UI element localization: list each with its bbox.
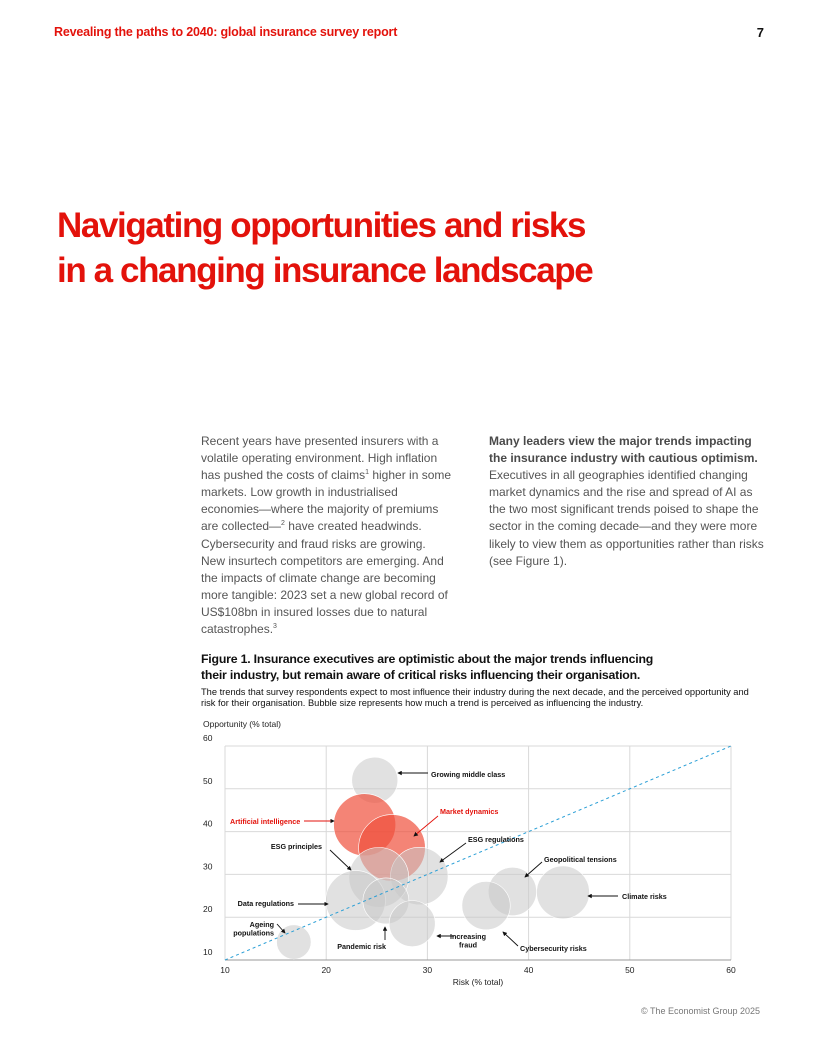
- data-label-cybersecurity-risks: Cybersecurity risks: [520, 944, 587, 953]
- y-tick-label: 50: [203, 775, 213, 786]
- x-tick-label: 20: [321, 965, 331, 975]
- report-title: Revealing the paths to 2040: global insurance survey report: [54, 25, 398, 39]
- copyright-footer: © The Economist Group 2025: [640, 1006, 760, 1016]
- data-label-climate-risks: Climate risks: [622, 892, 667, 901]
- y-tick-label: 10: [203, 947, 213, 957]
- bubble-climate-risks: [537, 866, 590, 919]
- left-paragraph-part-1: Recent years have presented insurers with a volatile operating environment. High inflation has pushed the costs of claims: [201, 434, 439, 483]
- data-label-artificial-intelligence: Artificial intelligence: [230, 817, 301, 826]
- footnote-ref-2: 2: [281, 520, 285, 528]
- data-label-esg-principles: ESG principles: [270, 842, 322, 851]
- figure-title: Figure 1. Insurance executives are optimistic about the major trends influencing their industry, but remain aware of critical risks influencing their organisation.: [201, 652, 654, 682]
- y-tick-label: 40: [203, 818, 213, 829]
- left-paragraph-part-2: higher in some markets. Low growth in industrialised economies—where the majority of premiums are collected—: [201, 468, 452, 534]
- data-label-geopolitical-tensions: Geopolitical tensions: [544, 855, 617, 864]
- x-tick-label: 40: [523, 965, 534, 975]
- data-label-pandemic-risk: Pandemic risk: [337, 942, 386, 951]
- leader-line-market-dynamics: [414, 816, 438, 836]
- left-paragraph-part-3: have created headwinds. Cybersecurity and fraud risks are growing. New insurtech competitors are emerging. And the impacts of climate change are becoming more tangible: 2023 set a new global record of US$108bn in insured losses due to natural catastrophes.: [201, 519, 448, 637]
- page-title-line-1: Navigating opportunities and risks: [57, 206, 586, 245]
- figure-subtitle: The trends that survey respondents expect to most influence their industry during the next decade, and the perceived opportunity and risk for their organisation. Bubble size represents how much a trend is perceived as influencing the industry.: [201, 687, 749, 708]
- x-tick-label: 10: [220, 965, 230, 975]
- x-tick-label: 50: [625, 965, 635, 975]
- y-tick-label: 60: [203, 733, 213, 743]
- leader-line-esg-regulations: [440, 843, 466, 862]
- page-title-line-2: in a changing insurance landscape: [57, 251, 593, 290]
- data-label-ageing-populations: Ageing populations: [233, 920, 274, 938]
- footnote-ref-3: 3: [273, 623, 277, 631]
- leader-line-cybersecurity-risks: [503, 932, 518, 946]
- data-label-growing-middle-class: Growing middle class: [431, 770, 506, 779]
- y-axis-label: Opportunity (% total): [203, 719, 281, 729]
- leader-line-esg-principles: [330, 850, 351, 870]
- data-label-increasing-fraud: Increasing fraud: [450, 932, 486, 950]
- data-label-market-dynamics: Market dynamics: [440, 807, 499, 816]
- x-tick-label: 60: [726, 965, 736, 975]
- bubble-increasing-fraud: [389, 901, 435, 947]
- footnote-ref-1: 1: [365, 469, 369, 477]
- data-label-data-regulations: Data regulations: [237, 899, 294, 908]
- page-number: 7: [756, 25, 764, 40]
- y-tick-label: 20: [203, 904, 213, 915]
- x-axis-label: Risk (% total): [452, 977, 504, 987]
- bubble-cybersecurity-risks: [462, 881, 510, 929]
- y-tick-label: 30: [203, 861, 213, 872]
- data-label-esg-regulations: ESG regulations: [468, 835, 524, 844]
- right-paragraph-lead: Many leaders view the major trends impacting the insurance industry with cautious optimism.: [489, 434, 758, 466]
- right-paragraph-text: Executives in all geographies identified changing market dynamics and the rise and spread of AI as the two most significant trends poised to shape the sector in the coming decade—and they were more likely to view them as opportunities rather than risks (see Figure 1).: [489, 468, 764, 568]
- x-tick-label: 30: [422, 965, 433, 975]
